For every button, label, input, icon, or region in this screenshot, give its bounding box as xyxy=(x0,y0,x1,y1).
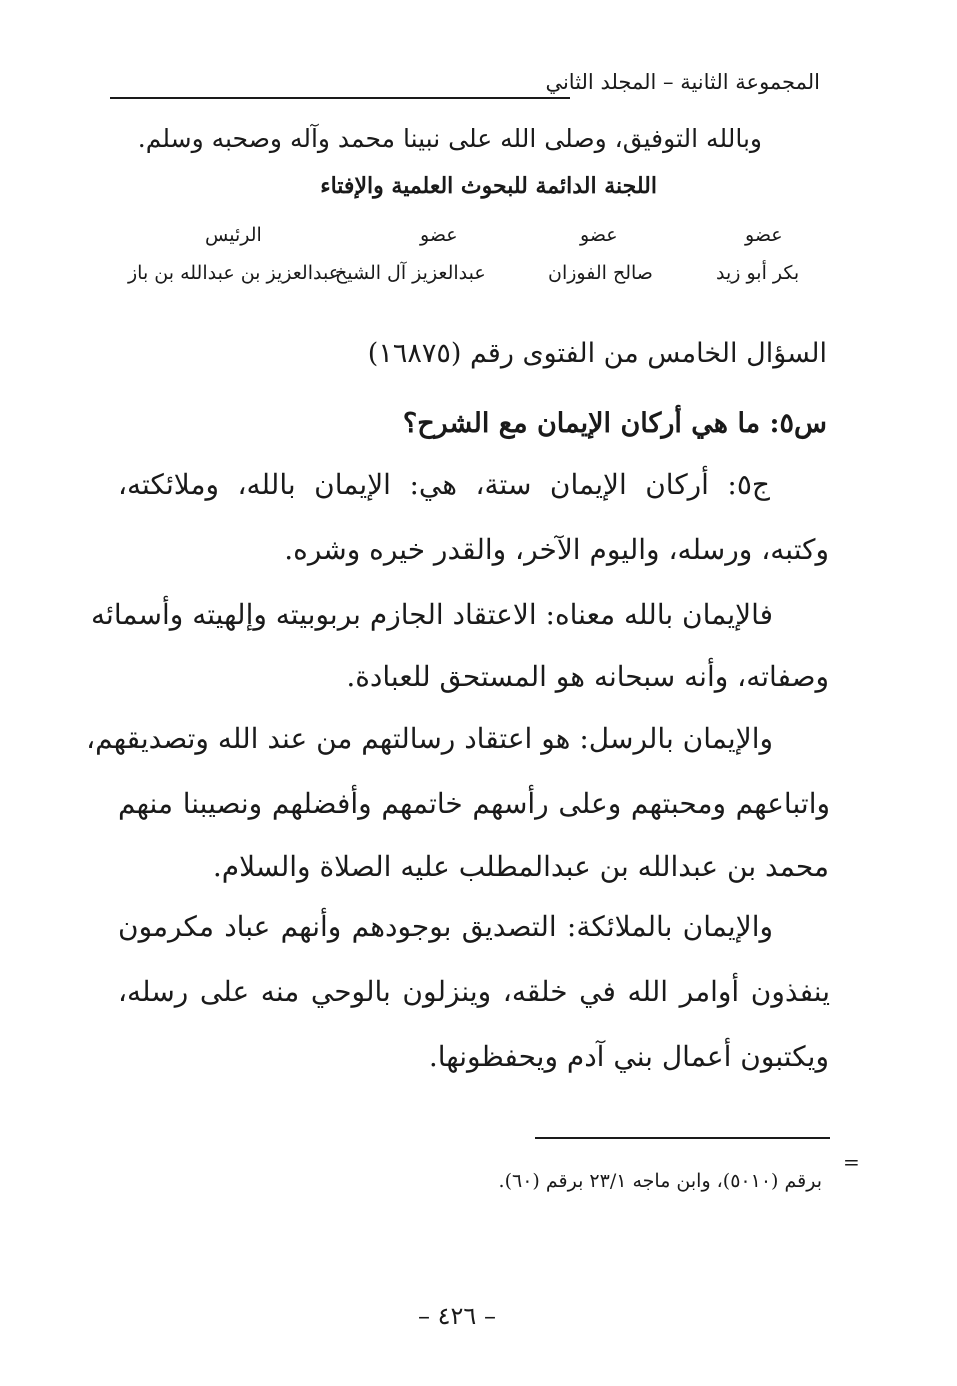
header-rule xyxy=(110,97,570,99)
answer-line: فالإيمان بالله معناه: الاعتقاد الجازم بربوبيته وإلهيته وأسمائه xyxy=(91,598,773,631)
signatory-role-member: عضو xyxy=(745,224,783,246)
fatwa-reference: السؤال الخامس من الفتوى رقم (١٦٨٧٥) xyxy=(367,338,827,369)
signatory-name: عبدالعزيز آل الشيخ xyxy=(335,262,486,284)
running-header xyxy=(110,70,820,102)
signatory-role-president: الرئيس xyxy=(205,224,262,246)
page-number: – ٤٢٦ – xyxy=(418,1302,496,1330)
answer-line: محمد بن عبدالله بن عبدالمطلب عليه الصلاة والسلام. xyxy=(212,850,829,883)
footnote-rule xyxy=(535,1137,830,1139)
signatory-name: عبدالعزيز بن عبدالله بن باز xyxy=(128,262,341,284)
footnote-continuation-mark: = xyxy=(843,1150,860,1174)
running-title: المجموعة الثانية – المجلد الثاني xyxy=(545,70,820,94)
question-heading: س٥: ما هي أركان الإيمان مع الشرح؟ xyxy=(402,408,827,439)
committee-name: اللجنة الدائمة للبحوث العلمية والإفتاء xyxy=(320,173,657,199)
signatory-name: صالح الفوزان xyxy=(548,262,653,284)
answer-line: والإيمان بالملائكة: التصديق بوجودهم وأنهم عباد مكرمون xyxy=(118,910,773,943)
signatory-role-member: عضو xyxy=(580,224,618,246)
answer-line: ويكتبون أعمال بني آدم ويحفظونها. xyxy=(428,1040,829,1073)
footnote-text: برقم (٥٠١٠)، وابن ماجه ٢٣/١ برقم (٦٠). xyxy=(498,1170,822,1192)
answer-line: وصفاته، وأنه سبحانه هو المستحق للعبادة. xyxy=(346,660,829,693)
closing-formula: وبالله التوفيق، وصلى الله على نبينا محمد وآله وصحبه وسلم. xyxy=(137,124,762,153)
answer-line: واتباعهم ومحبتهم وعلى رأسهم خاتمهم وأفضلهم ونصيبنا منهم xyxy=(118,787,830,820)
signatory-role-member: عضو xyxy=(420,224,458,246)
answer-line: ينفذون أوامر الله في خلقه، وينزلون بالوحي منه على رسله، xyxy=(118,975,830,1008)
answer-line: ج٥: أركان الإيمان ستة، هي: الإيمان بالله، وملائكته، xyxy=(118,468,770,501)
answer-line: والإيمان بالرسل: هو اعتقاد رسالتهم من عند الله وتصديقهم، xyxy=(86,722,773,755)
answer-line: وكتبه، ورسله، واليوم الآخر، والقدر خيره وشره. xyxy=(284,533,829,566)
signatory-name: بكر أبو زيد xyxy=(716,262,800,284)
